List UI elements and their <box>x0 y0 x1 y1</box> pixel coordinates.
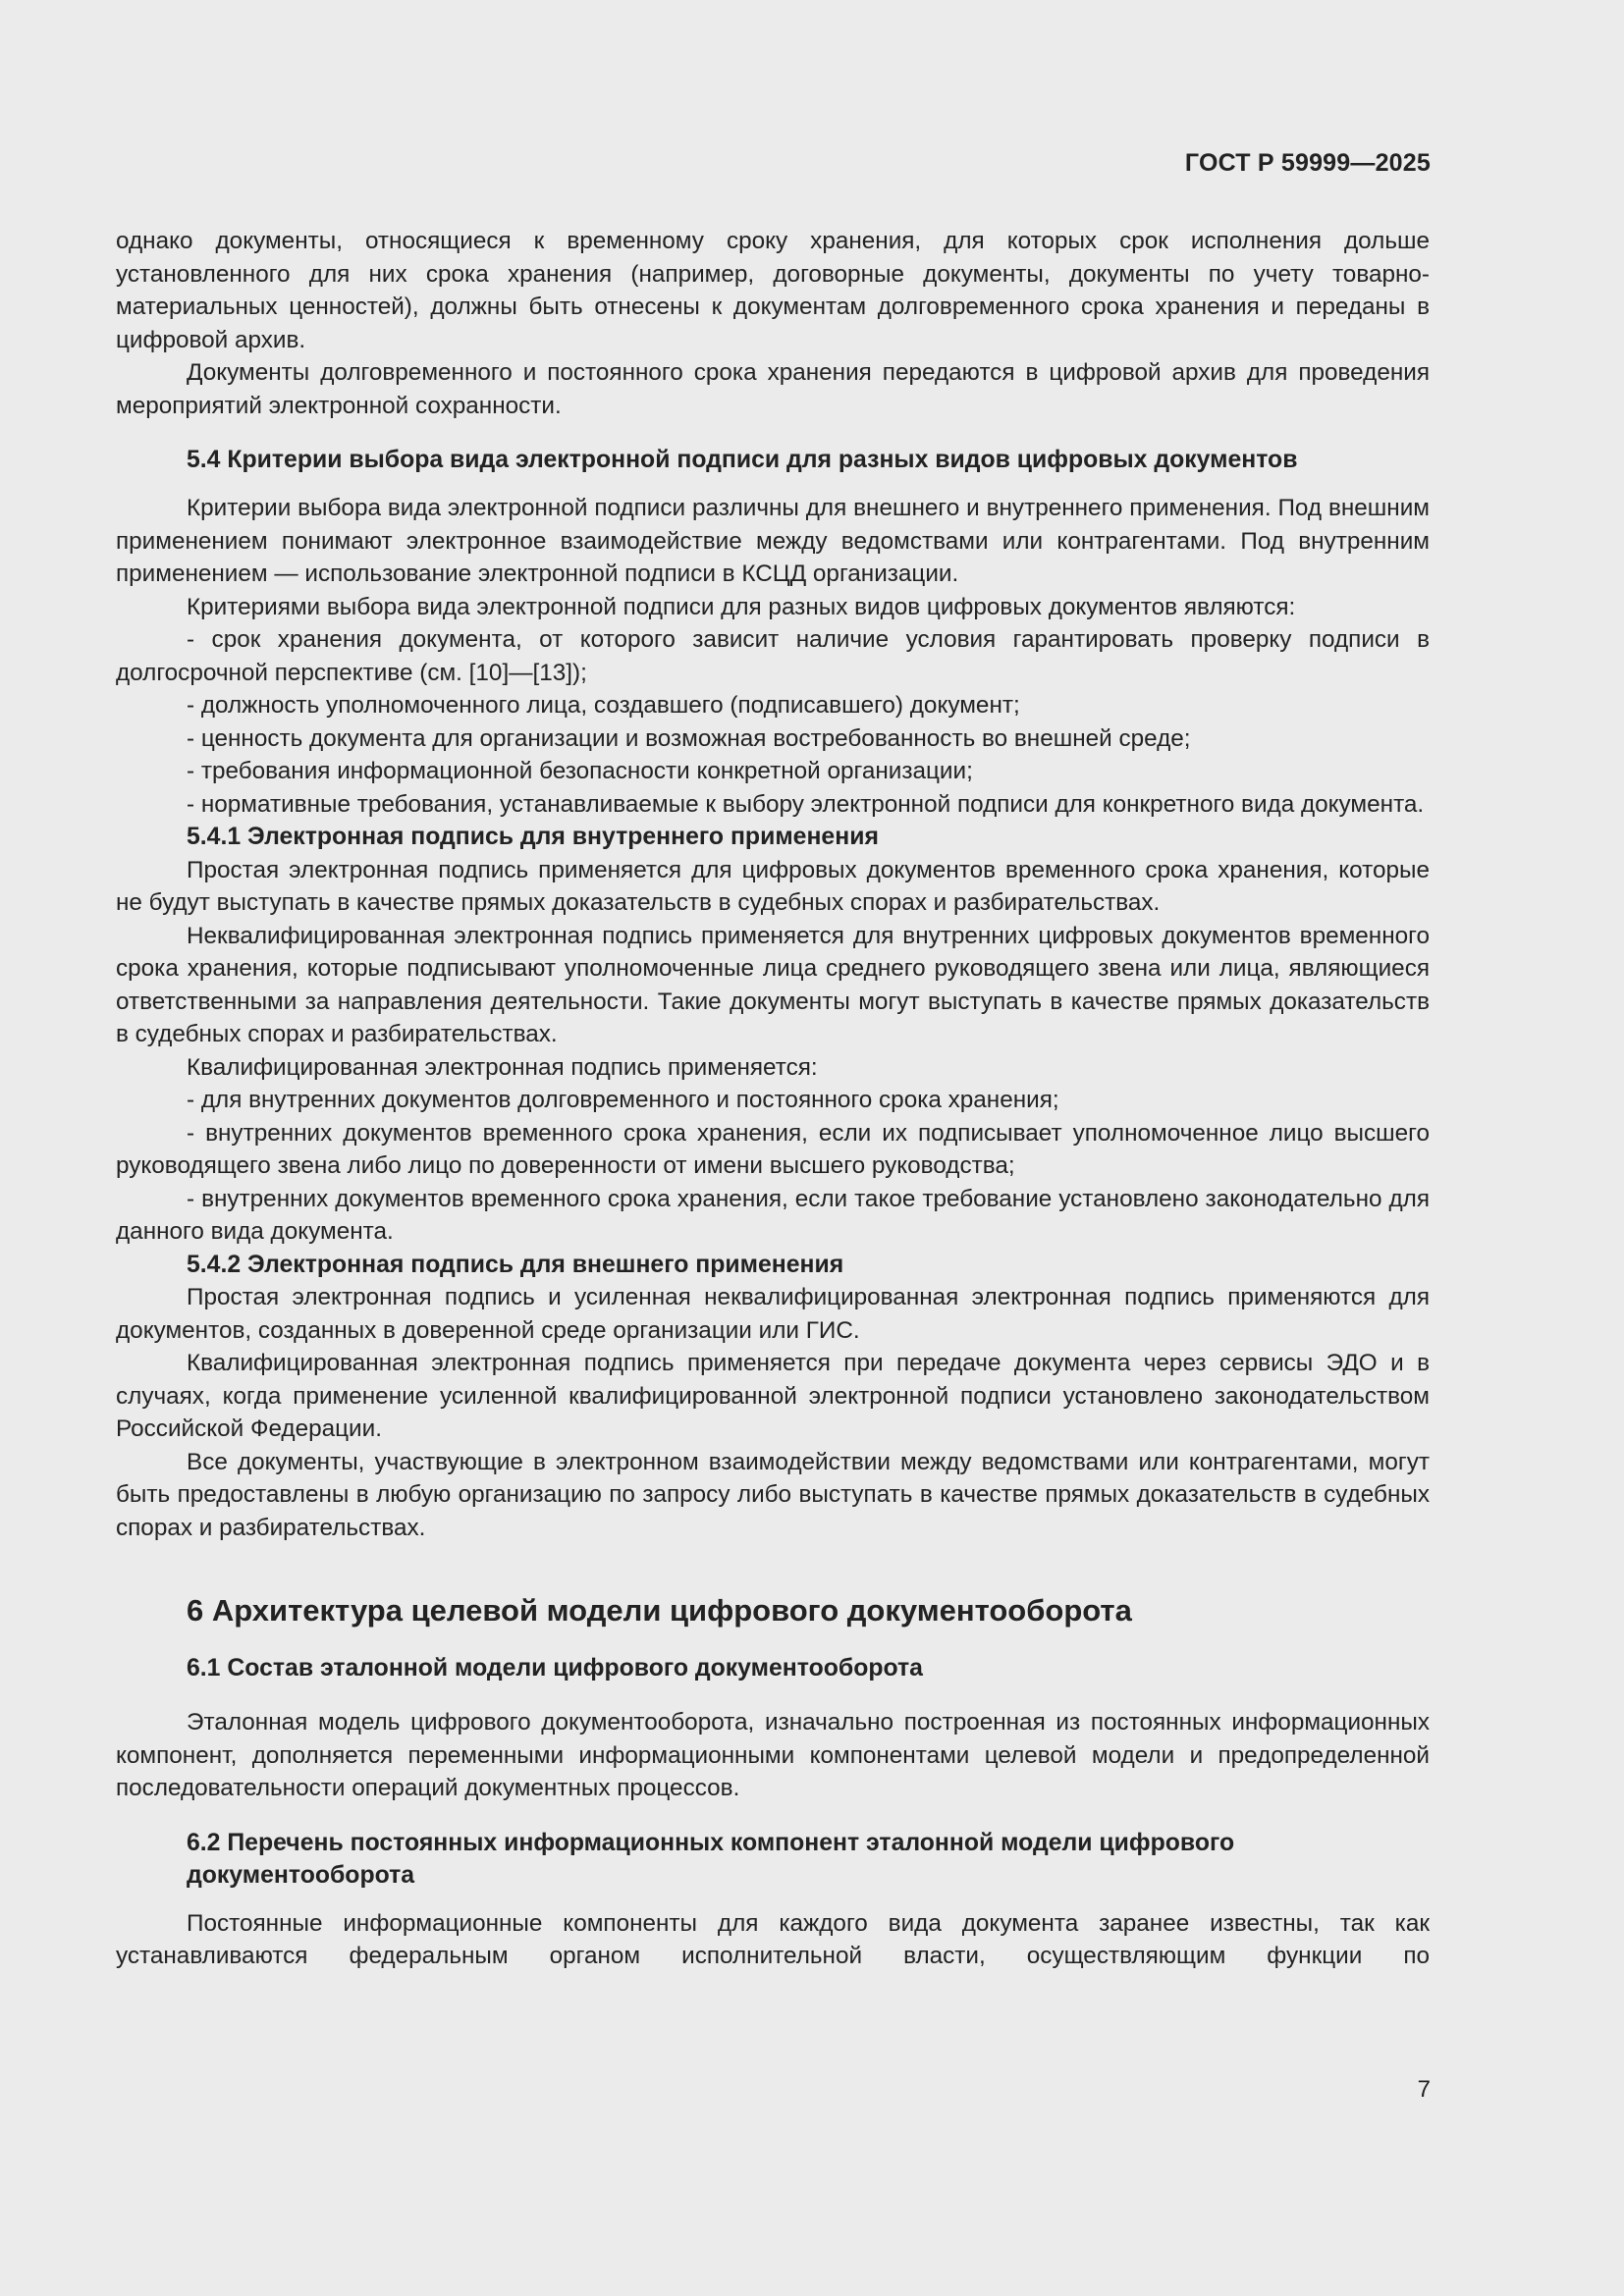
paragraph: Простая электронная подпись и усиленная неквалифицированная электронная подпись применяются для документов, созданных в доверенной среде организации или ГИС. <box>116 1284 1430 1344</box>
list-item: - нормативные требования, устанавливаемые к выбору электронной подписи для конкретного вида документа. <box>187 790 1425 818</box>
list-item: - срок хранения документа, от которого зависит наличие условия гарантировать проверку подписи в долгосрочной перспективе (см. [10]—[13]); <box>116 626 1430 686</box>
paragraph: Критериями выбора вида электронной подписи для разных видов цифровых документов являются: <box>187 593 1296 620</box>
list-item: - должность уполномоченного лица, создавшего (подписавшего) документ; <box>187 692 1020 719</box>
list-item: - требования информационной безопасности конкретной организации; <box>187 758 973 784</box>
paragraph: Критерии выбора вида электронной подписи различны для внешнего и внутреннего применения. Под внешним применением понимают электронное взаимодействие между ведомствами или контрагентами. Под внутренним применением — использование электронной подписи в КСЦД организации. <box>116 495 1430 587</box>
paragraph: Постоянные информационные компоненты для каждого вида документа заранее известны, так как устанавливаются федеральным органом исполнительной власти, осуществляющим функции по <box>116 1909 1430 1969</box>
list-item: - ценность документа для организации и возможная востребованность во внешней среде; <box>187 724 1191 752</box>
section-heading-6-2: 6.2 Перечень постоянных информационных компонент эталонной модели цифрового документооборота <box>187 1829 1235 1889</box>
list-item: - внутренних документов временного срока хранения, если такое требование установлено законодательно для данного вида документа. <box>116 1185 1430 1245</box>
section-heading-6: 6 Архитектура целевой модели цифрового документооборота <box>187 1593 1132 1628</box>
subsection-heading-5-4-2: 5.4.2 Электронная подпись для внешнего применения <box>187 1251 844 1278</box>
paragraph: Документы долговременного и постоянного срока хранения передаются в цифровой архив для проведения мероприятий электронной сохранности. <box>116 359 1430 419</box>
page-number: 7 <box>1417 2076 1431 2103</box>
list-item: - внутренних документов временного срока хранения, если их подписывает уполномоченное лицо высшего руководящего звена либо лицо по доверенности от имени высшего руководства; <box>116 1119 1430 1179</box>
paragraph: Эталонная модель цифрового документооборота, изначально построенная из постоянных информационных компонент, дополняется переменными информационными компонентами целевой модели и предопределенной последовательности операций документных процессов. <box>116 1709 1430 1801</box>
paragraph: однако документы, относящиеся к временному сроку хранения, для которых срок исполнения дольше установленного для них срока хранения (например, договорные документы, документы по учету товарно-материальных ценностей), должны быть отнесены к документам долговременного срока хранения и переданы в цифровой архив. <box>116 228 1430 353</box>
paragraph: Квалифицированная электронная подпись применяется при передаче документа через сервисы ЭДО и в случаях, когда применение усиленной квалифицированной электронной подписи установлено законодательством Российской Федерации. <box>116 1350 1430 1442</box>
paragraph: Простая электронная подпись применяется для цифровых документов временного срока хранения, которые не будут выступать в качестве прямых доказательств в судебных спорах и разбирательствах. <box>116 856 1430 916</box>
standard-code: ГОСТ Р 59999—2025 <box>1184 149 1431 177</box>
paragraph: Неквалифицированная электронная подпись применяется для внутренних цифровых документов временного срока хранения, которые подписывают уполномоченные лица среднего руководящего звена или лица, являющиеся ответственными за направления деятельности. Такие документы могут выступать в качестве прямых доказательств в судебных спорах и разбирательствах. <box>116 922 1430 1047</box>
section-heading-5-4: 5.4 Критерии выбора вида электронной подписи для разных видов цифровых документов <box>187 447 1298 473</box>
section-heading-6-1: 6.1 Состав эталонной модели цифрового документооборота <box>187 1655 923 1682</box>
subsection-heading-5-4-1: 5.4.1 Электронная подпись для внутреннего применения <box>187 824 879 850</box>
paragraph: Все документы, участвующие в электронном взаимодействии между ведомствами или контрагентами, могут быть предоставлены в любую организацию по запросу либо выступать в качестве прямых доказательств в судебных спорах и разбирательствах. <box>116 1448 1430 1541</box>
paragraph: Квалифицированная электронная подпись применяется: <box>187 1053 818 1081</box>
page-content <box>116 225 1430 1973</box>
list-item: - для внутренних документов долговременного и постоянного срока хранения; <box>187 1087 1059 1113</box>
